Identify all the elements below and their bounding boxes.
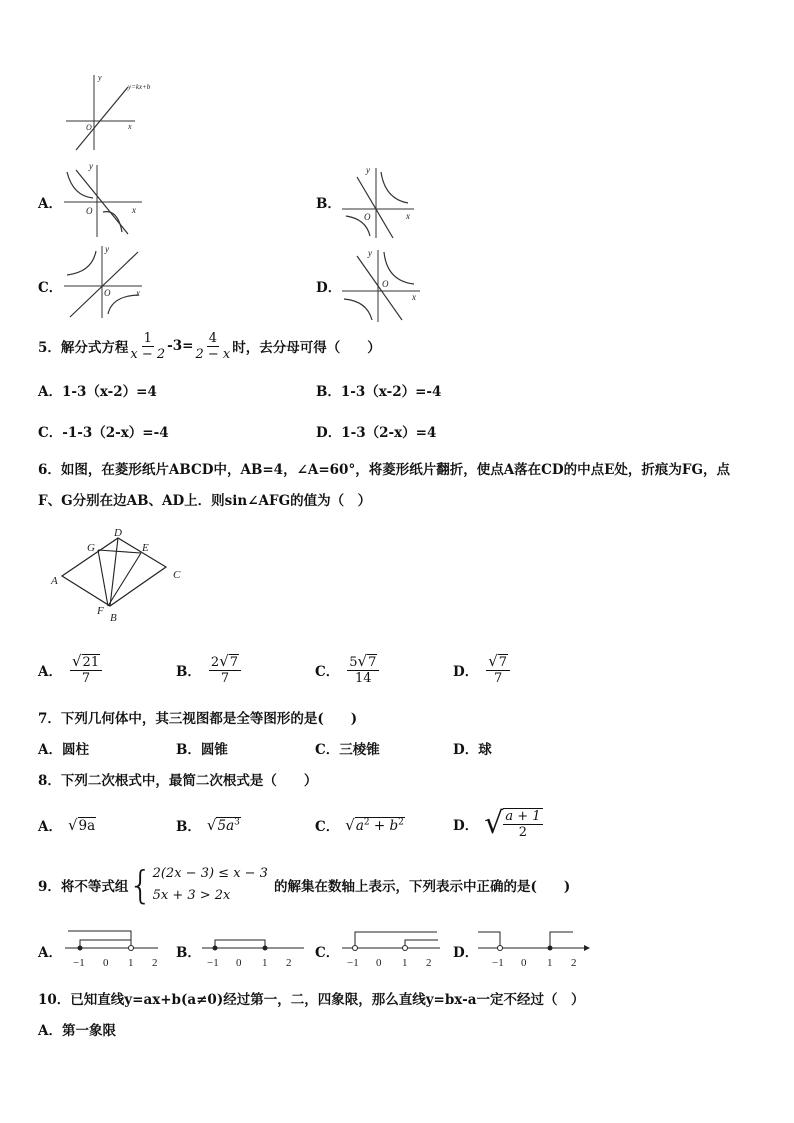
q6-b-rad: 7 (229, 655, 239, 670)
fig-label-E: E (142, 542, 149, 554)
q6-b-coef: 2 (210, 655, 220, 670)
q8-b-radicand: 5a (217, 818, 235, 834)
q8-option-a-expr: √9a (67, 816, 96, 834)
q4c-origin-label: O (104, 288, 111, 298)
q5-suffix: 时，去分母可得（ ） (232, 340, 381, 356)
q6-stem-line1: 6．如图，在菱形纸片ABCD中，AB=4，∠A=60°，将菱形纸片翻折，使点A落在CD的中点E处，折痕为FG，点 (38, 462, 731, 478)
q9a-tick-m1: −1 (73, 957, 85, 969)
q4a-y-label: y (89, 161, 93, 171)
q9-option-d-label[interactable]: D． (453, 945, 479, 961)
fig-label-A: A (51, 575, 58, 587)
fig-label-B: B (110, 612, 117, 624)
q9a-tick-2: 2 (152, 957, 158, 969)
q8-d-den: 2 (518, 825, 528, 840)
q7-option-a[interactable]: A．圆柱 (38, 742, 89, 758)
q6-d-den: 7 (494, 671, 503, 686)
main-graph-origin-label: O (86, 123, 92, 132)
q9-number-line-c[interactable] (342, 932, 440, 969)
q9-number-line-d[interactable] (478, 932, 590, 969)
q9d-tick-m1: −1 (492, 957, 504, 969)
q9b-tick-m1: −1 (207, 957, 219, 969)
q9a-tick-1: 1 (128, 957, 134, 969)
q5-prefix: 5．解分式方程 (38, 340, 129, 356)
q7-option-d[interactable]: D．球 (453, 742, 492, 758)
q5-option-b[interactable]: B．1-3（x-2）=-4 (316, 384, 442, 400)
q5-option-c[interactable]: C．-1-3（2-x）=-4 (38, 425, 169, 441)
q4b-origin-label: O (364, 212, 371, 222)
q8-option-b-label: B． (176, 819, 201, 835)
q8-b-exponent: 3 (234, 817, 240, 828)
q6-option-b-label: B． (176, 664, 201, 680)
q4c-y-label: y (105, 244, 109, 254)
q6-d-rad: 7 (498, 655, 508, 670)
q5-frac1-den: x − 2 (130, 346, 166, 362)
q6-d-num: √7 (486, 654, 510, 671)
q10-stem: 10．已知直线y=ax+b(a≠0)经过第一，二，四象限，那么直线y=bx-a一定不经过（ ） (38, 992, 585, 1008)
q9-inequality-1: 2(2x − 3) ≤ x − 3 (152, 866, 268, 881)
q8-c-exp-b: 2 (398, 817, 404, 828)
q7-option-c[interactable]: C．三棱锥 (315, 742, 380, 758)
q4-option-b-label[interactable]: B． (316, 196, 341, 212)
main-graph-x-label: x (128, 122, 132, 131)
q4c-x-label: x (136, 288, 140, 298)
q9-brace: { (128, 863, 153, 907)
q7-option-b[interactable]: B．圆锥 (176, 742, 228, 758)
main-graph-eq-label: y=kx+b (128, 83, 151, 91)
q10-option-a[interactable]: A．第一象限 (38, 1023, 116, 1039)
q9-number-line-a[interactable] (65, 931, 158, 969)
q8-a-radicand: 9a (78, 818, 96, 834)
q9b-tick-1: 1 (262, 957, 268, 969)
q8-c-exp-a: 2 (363, 817, 370, 828)
q9-inequality-2: 5x + 3 > 2x (152, 888, 231, 903)
fig-label-G: G (87, 542, 95, 554)
q6-a-num: √21 (70, 654, 102, 671)
q9-number-line-b[interactable] (202, 940, 304, 969)
q9d-tick-0: 0 (521, 957, 527, 969)
q8-stem: 8．下列二次根式中，最简二次根式是（ ） (38, 773, 318, 789)
q6-option-c-label: C． (315, 664, 340, 680)
q9b-tick-2: 2 (286, 957, 292, 969)
q6-a-den: 7 (81, 671, 91, 686)
q5-frac2-den: 2 − x (195, 346, 231, 362)
q8-option-d-expr: √ $\frac{a + 1}{2}$ (484, 806, 541, 841)
q9d-tick-2: 2 (571, 957, 577, 969)
q4b-x-label: x (406, 211, 410, 221)
q9c-tick-m1: −1 (347, 957, 359, 969)
q6-c-den: 14 (355, 671, 372, 686)
q9c-tick-0: 0 (376, 957, 382, 969)
main-graph-y-label: y (98, 73, 102, 82)
q7-stem: 7．下列几何体中，其三视图都是全等图形的是( ) (38, 711, 358, 727)
q4d-x-label: x (412, 292, 416, 302)
q9-suffix: 的解集在数轴上表示，下列表示中正确的是( ) (273, 879, 571, 895)
q4-option-a-label[interactable]: A． (38, 196, 62, 212)
fig-label-D: D (114, 527, 122, 539)
q4a-origin-label: O (86, 206, 93, 216)
q5-option-d[interactable]: D．1-3（2-x）=4 (316, 425, 437, 441)
q6-c-rad: 7 (368, 655, 377, 670)
q8-option-a-label: A． (38, 819, 62, 835)
q6-c-coef: 5 (349, 655, 358, 670)
q6-b-num: 2√7 (209, 654, 241, 671)
q9a-tick-0: 0 (103, 957, 109, 969)
q8-c-term-a: a (355, 818, 364, 834)
q6-c-num: 5√7 (347, 654, 379, 671)
q9-option-c-label[interactable]: C． (315, 945, 340, 961)
fig-label-C: C (173, 569, 181, 581)
q5-frac1-num: 1 (143, 330, 152, 346)
q9d-tick-1: 1 (547, 957, 553, 969)
fig-label-F: F (97, 605, 104, 617)
q8-d-num: a + 1 (505, 809, 541, 824)
q8-option-d-label: D． (453, 818, 479, 834)
q8-option-c-expr: $√a^2 + b^2$ (345, 816, 404, 834)
q6-stem-line2: F、G分别在边AB、AD上．则sin∠AFG的值为（ ） (38, 493, 372, 509)
q8-option-b-expr: $√5a^3$ (206, 816, 240, 834)
q4d-y-label: y (368, 248, 372, 258)
q9b-tick-0: 0 (236, 957, 242, 969)
q9-prefix: 9．将不等式组 (38, 879, 129, 895)
q5-mid: -3= (167, 338, 194, 354)
q4b-y-label: y (366, 165, 370, 175)
q6-option-a-label: A． (38, 664, 62, 680)
q6-option-d-label: D． (453, 664, 479, 680)
q6-b-den: 7 (220, 671, 230, 686)
q9c-tick-2: 2 (426, 957, 432, 969)
q5-frac2-num: 4 (208, 330, 217, 346)
q4a-x-label: x (132, 205, 136, 215)
q5-option-a[interactable]: A．1-3（x-2）=4 (38, 384, 157, 400)
q8-c-term-b: b (389, 818, 399, 834)
q4d-origin-label: O (382, 279, 389, 289)
q9-option-b-label[interactable]: B． (176, 945, 201, 961)
q8-option-c-label: C． (315, 819, 340, 835)
q9c-tick-1: 1 (402, 957, 408, 969)
q4-option-c-label[interactable]: C． (38, 280, 63, 296)
q6-a-rad: 21 (82, 655, 100, 670)
q9-option-a-label[interactable]: A． (38, 945, 62, 961)
q4-option-d-label[interactable]: D． (316, 280, 342, 296)
